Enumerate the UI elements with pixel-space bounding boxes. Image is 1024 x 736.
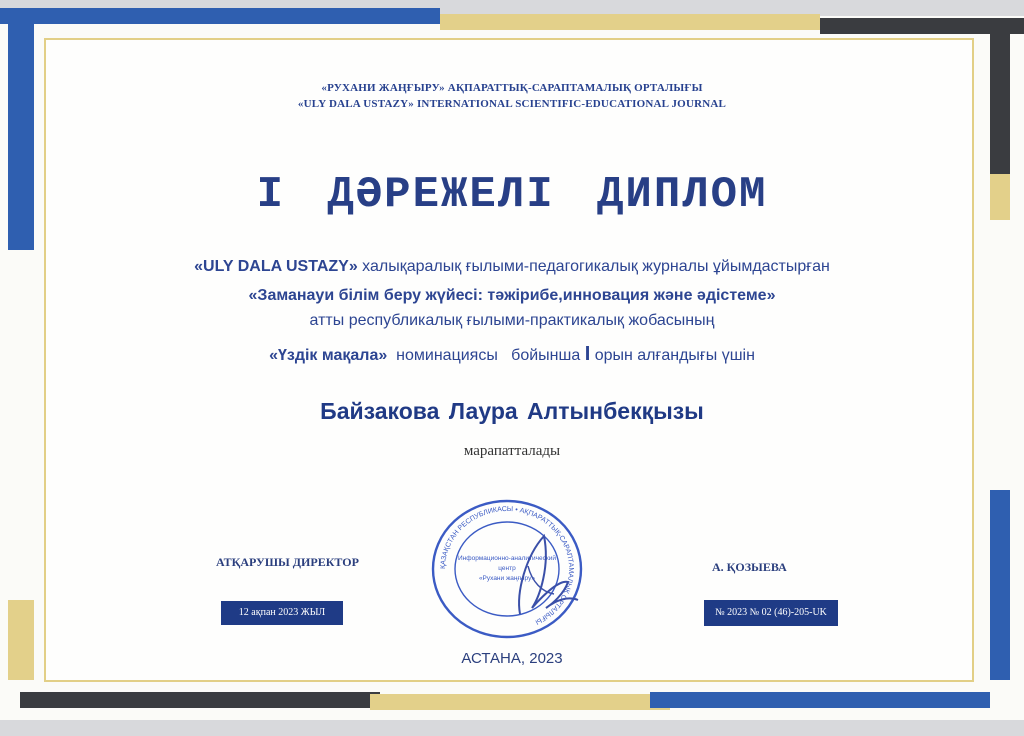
left-stripe-gold <box>8 600 34 680</box>
top-stripe-gold <box>440 14 820 30</box>
seal-ring-text: ҚАЗАҚСТАН РЕСПУБЛИКАСЫ • АҚПАРАТТЫҚ-САРАПТАМАЛЫҚ ОРТАЛЫҒЫ <box>439 505 575 626</box>
director-label: АТҚАРУШЫ ДИРЕКТОР <box>216 555 359 569</box>
project-title: «Заманауи білім беру жүйесі: тәжірибе,инновация және әдістеме» <box>248 287 776 304</box>
body-line-4-end: орын алғандығы үшін <box>590 347 755 364</box>
body-line-1 <box>0 258 1024 276</box>
place-number: I <box>584 343 591 365</box>
header-journal: «ULY DALA USTAZY» INTERNATIONAL SCIENTIFIC-EDUCATIONAL JOURNAL <box>297 98 727 110</box>
signer-name: А. ҚОЗЫЕВА <box>712 560 787 574</box>
nomination: «Үздік мақала» <box>269 347 388 364</box>
diploma-title: І ДӘРЕЖЕЛІ ДИПЛОМ <box>256 170 768 220</box>
body-line-1-rest: халықаралық ғылыми-педагогикалық журналы ұйымдастырған <box>357 258 830 275</box>
header-organization: «РУХАНИ ЖАҢҒЫРУ» АҚПАРАТТЫҚ-САРАПТАМАЛЫҚ ОРТАЛЫҒЫ <box>321 82 703 94</box>
document-number-badge: № 2023 № 02 (46)-205-UK <box>704 600 838 626</box>
seal-center-line-1: Информационно-аналитический <box>457 555 557 562</box>
awarded-text: марапатталады <box>463 443 561 459</box>
bottom-stripe-gold <box>370 694 670 710</box>
bottom-edge-gray <box>0 720 1024 736</box>
seal-center-line-2: центр <box>498 565 516 572</box>
body-line-4 <box>0 343 1024 366</box>
date-badge: 12 ақпан 2023 ЖЫЛ <box>221 601 343 625</box>
journal-name: «ULY DALA USTAZY» <box>194 258 358 275</box>
city-year: АСТАНА, 2023 <box>461 650 563 667</box>
body-line-3: атты республикалық ғылыми-практикалық жобасының <box>309 312 715 329</box>
body-line-4-mid: номинациясы бойынша <box>387 347 585 364</box>
top-stripe-blue <box>0 8 440 24</box>
recipient-name: Байзакова Лаура Алтынбекқызы <box>320 398 704 424</box>
seal-center-line-3: «Рухани жаңғыру» <box>478 575 536 582</box>
bottom-stripe-blue <box>650 692 990 708</box>
official-seal-icon <box>428 496 586 642</box>
bottom-stripe-dark <box>20 692 380 708</box>
